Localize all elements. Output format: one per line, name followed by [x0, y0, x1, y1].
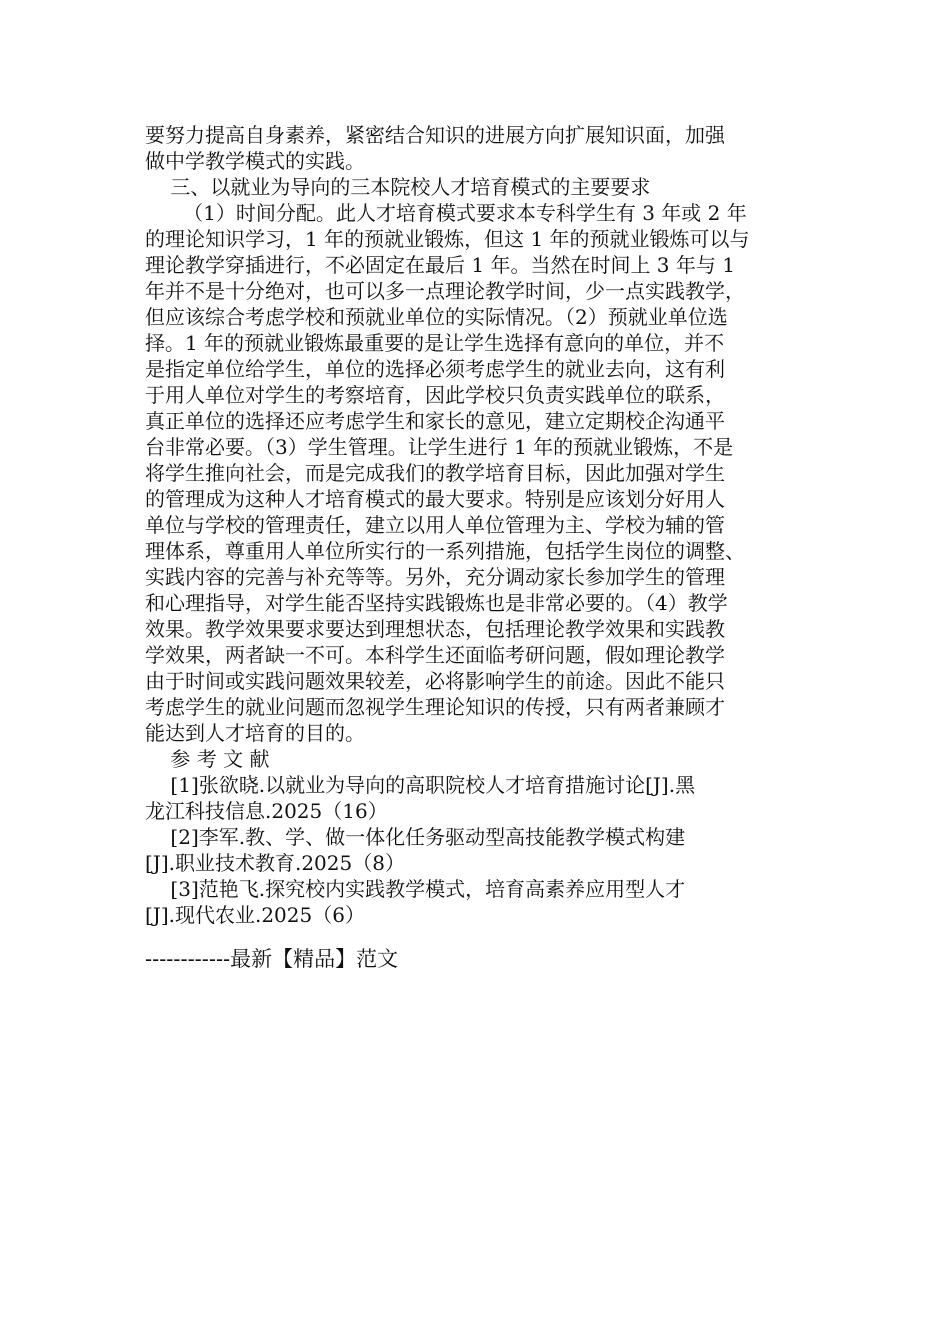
body-line: 要努力提高自身素养，紧密结合知识的进展方向扩展知识面，加强 — [145, 123, 725, 147]
footer-label: ------------最新【精品】范文 — [145, 947, 399, 971]
reference-line: [2]李军.教、学、做一体化任务驱动型高技能教学模式构建 — [145, 825, 686, 849]
body-line: 台非常必要。（3）学生管理。让学生进行 1 年的预就业锻炼，不是 — [145, 435, 734, 459]
body-line: 能达到人才培育的目的。 — [145, 721, 365, 745]
body-line: 做中学教学模式的实践。 — [145, 149, 365, 173]
body-line: 真正单位的选择还应考虑学生和家长的意见，建立定期校企沟通平 — [145, 409, 725, 433]
body-line: 考虑学生的就业问题而忽视学生理论知识的传授，只有两者兼顾才 — [145, 695, 725, 719]
reference-line: [J].现代农业.2025（6） — [145, 903, 365, 927]
body-line: 将学生推向社会，而是完成我们的教学培育目标，因此加强对学生 — [145, 461, 725, 485]
reference-line: 龙江科技信息.2025（16） — [145, 799, 388, 823]
body-line: （1）时间分配。此人才培育模式要求本专科学生有 3 年或 2 年 — [145, 201, 747, 225]
body-line: 于用人单位对学生的考察培育，因此学校只负责实践单位的联系， — [145, 383, 725, 407]
body-line: 学效果，两者缺一不可。本科学生还面临考研问题，假如理论教学 — [145, 643, 725, 667]
body-line: 的管理成为这种人才培育模式的最大要求。特别是应该划分好用人 — [145, 487, 725, 511]
reference-line: [1]张欲晓.以就业为导向的高职院校人才培育措施讨论[J].黑 — [145, 773, 696, 797]
body-line: 理体系，尊重用人单位所实行的一系列措施，包括学生岗位的调整、 — [145, 539, 745, 563]
reference-line: [J].职业技术教育.2025（8） — [145, 851, 405, 875]
body-line: 理论教学穿插进行，不必固定在最后 1 年。当然在时间上 3 年与 1 — [145, 253, 735, 277]
body-line: 是指定单位给学生，单位的选择必须考虑学生的就业去向，这有利 — [145, 357, 725, 381]
body-line: 由于时间或实践问题效果较差，必将影响学生的前途。因此不能只 — [145, 669, 725, 693]
references-heading: 参 考 文 献 — [145, 747, 270, 771]
body-line: 和心理指导，对学生能否坚持实践锻炼也是非常必要的。（4）教学 — [145, 591, 728, 615]
section-heading: 三、以就业为导向的三本院校人才培育模式的主要要求 — [145, 175, 651, 199]
body-line: 实践内容的完善与补充等等。另外，充分调动家长参加学生的管理 — [145, 565, 725, 589]
reference-line: [3]范艳飞.探究校内实践教学模式，培育高素养应用型人才 — [145, 877, 686, 901]
body-line: 但应该综合考虑学校和预就业单位的实际情况。（2）预就业单位选 — [145, 305, 728, 329]
body-line: 单位与学校的管理责任，建立以用人单位管理为主、学校为辅的管 — [145, 513, 725, 537]
body-line: 效果。教学效果要求要达到理想状态，包括理论教学效果和实践教 — [145, 617, 725, 641]
body-line: 的理论知识学习，1 年的预就业锻炼，但这 1 年的预就业锻炼可以与 — [145, 227, 750, 251]
body-line: 年并不是十分绝对，也可以多一点理论教学时间，少一点实践教学， — [145, 279, 745, 303]
body-line: 择。1 年的预就业锻炼最重要的是让学生选择有意向的单位，并不 — [145, 331, 725, 355]
